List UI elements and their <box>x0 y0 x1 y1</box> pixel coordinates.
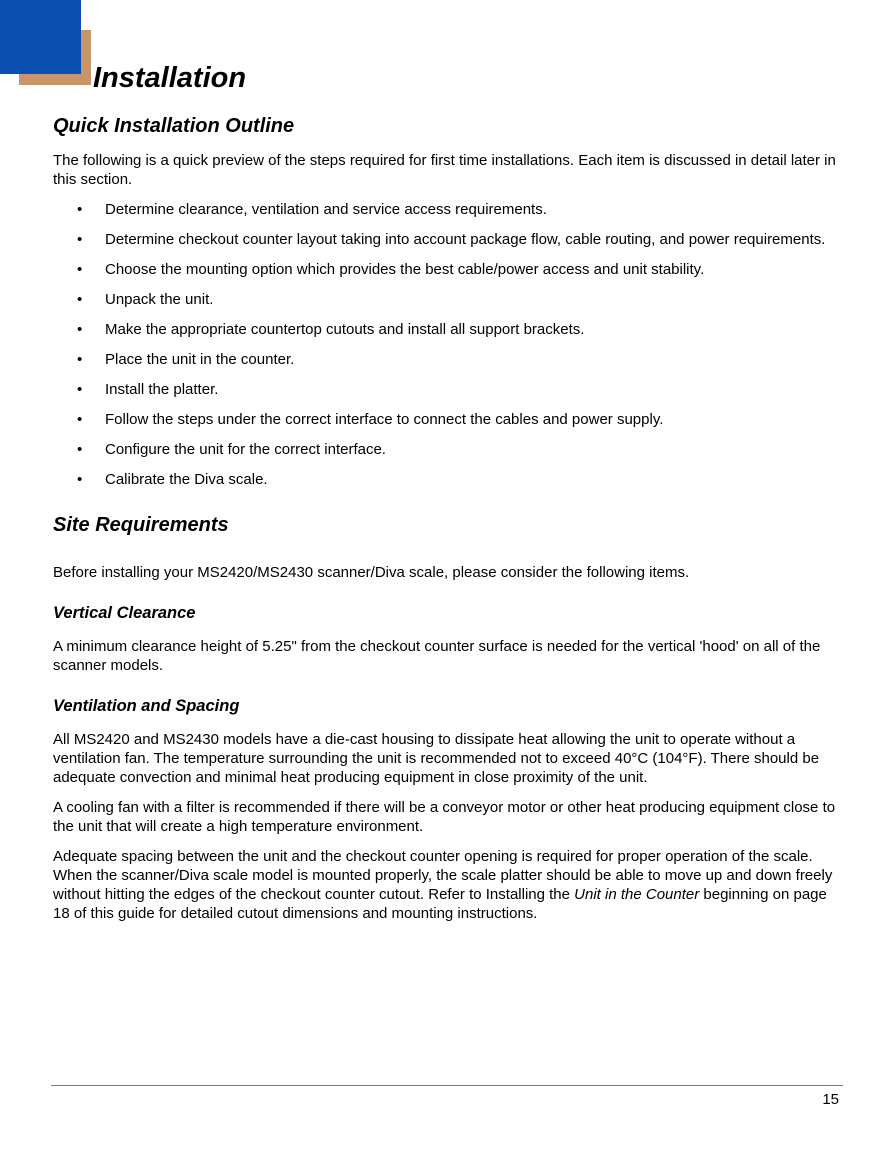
bullet-dot-icon: • <box>77 351 83 368</box>
header-decoration-blue <box>0 0 81 74</box>
footer-rule <box>51 1085 843 1086</box>
outline-list-item <box>53 320 843 339</box>
cross-reference-unit-in-counter: Unit in the Counter <box>574 886 700 903</box>
bullet-dot-icon: • <box>77 261 83 278</box>
ventilation-paragraph-3 <box>53 847 843 923</box>
site-requirements-intro: Before installing your MS2420/MS2430 scanner/Diva scale, please consider the following items. <box>53 564 690 581</box>
outline-list-item-text: Unpack the unit. <box>105 291 214 308</box>
page-number: 15 <box>822 1091 839 1108</box>
vertical-clearance-heading: Vertical Clearance <box>53 604 196 622</box>
bullet-dot-icon: • <box>77 231 83 248</box>
bullet-dot-icon: • <box>77 471 83 488</box>
outline-list-item-text: Make the appropriate countertop cutouts and install all support brackets. <box>105 321 585 338</box>
ventilation-paragraph-3-end: beginning on page 18 of this guide for detailed cutout dimensions and mounting instructions. <box>53 886 827 922</box>
quick-outline-list <box>53 200 843 489</box>
ventilation-paragraph-3-start: Adequate spacing between the unit and the checkout counter opening is required for proper operation of the scale. When the scanner/Diva scale model is mounted properly, the scale platter should be able to move up and down freely without hitting the edges of the checkout counter cutout. Refer to Installing the <box>53 848 833 903</box>
site-requirements-heading: Site Requirements <box>53 514 229 536</box>
outline-list-item <box>53 470 843 489</box>
quick-outline-heading: Quick Installation Outline <box>53 115 295 137</box>
outline-list-item-text: Determine checkout counter layout taking into account package flow, cable routing, and power requirements. <box>105 231 826 248</box>
outline-list-item-text: Determine clearance, ventilation and service access requirements. <box>105 201 547 218</box>
outline-list-item <box>53 350 843 369</box>
outline-list-item <box>53 200 843 219</box>
outline-list-item <box>53 380 843 399</box>
ventilation-paragraph-2: A cooling fan with a filter is recommended if there will be a conveyor motor or other heat producing equipment close to the unit that will create a high temperature environment. <box>53 799 836 835</box>
bullet-dot-icon: • <box>77 321 83 338</box>
bullet-dot-icon: • <box>77 201 83 218</box>
outline-list-item-text: Follow the steps under the correct interface to connect the cables and power supply. <box>105 411 664 428</box>
bullet-dot-icon: • <box>77 291 83 308</box>
page-content <box>53 113 843 923</box>
outline-list-item <box>53 410 843 429</box>
chapter-title: Installation <box>93 62 247 94</box>
bullet-dot-icon: • <box>77 441 83 458</box>
outline-list-item-text: Configure the unit for the correct interface. <box>105 441 386 458</box>
vertical-clearance-text: A minimum clearance height of 5.25" from the checkout counter surface is needed for the vertical 'hood' on all of the scanner models. <box>53 638 821 674</box>
outline-list-item <box>53 230 843 249</box>
ventilation-heading: Ventilation and Spacing <box>53 697 240 715</box>
outline-list-item <box>53 290 843 309</box>
outline-list-item-text: Calibrate the Diva scale. <box>105 471 268 488</box>
quick-outline-intro: The following is a quick preview of the steps required for first time installations. Each item is discussed in detail later in this section. <box>53 152 836 188</box>
bullet-dot-icon: • <box>77 411 83 428</box>
outline-list-item-text: Install the platter. <box>105 381 219 398</box>
ventilation-paragraph-1: All MS2420 and MS2430 models have a die-cast housing to dissipate heat allowing the unit to operate without a ventilation fan. The temperature surrounding the unit is recommended not to exceed 40°C (104°F). There should be adequate convection and minimal heat producing equipment in close proximity of the unit. <box>53 731 820 786</box>
outline-list-item-text: Choose the mounting option which provides the best cable/power access and unit stability. <box>105 261 705 278</box>
outline-list-item-text: Place the unit in the counter. <box>105 351 295 368</box>
outline-list-item <box>53 440 843 459</box>
bullet-dot-icon: • <box>77 381 83 398</box>
outline-list-item <box>53 260 843 279</box>
